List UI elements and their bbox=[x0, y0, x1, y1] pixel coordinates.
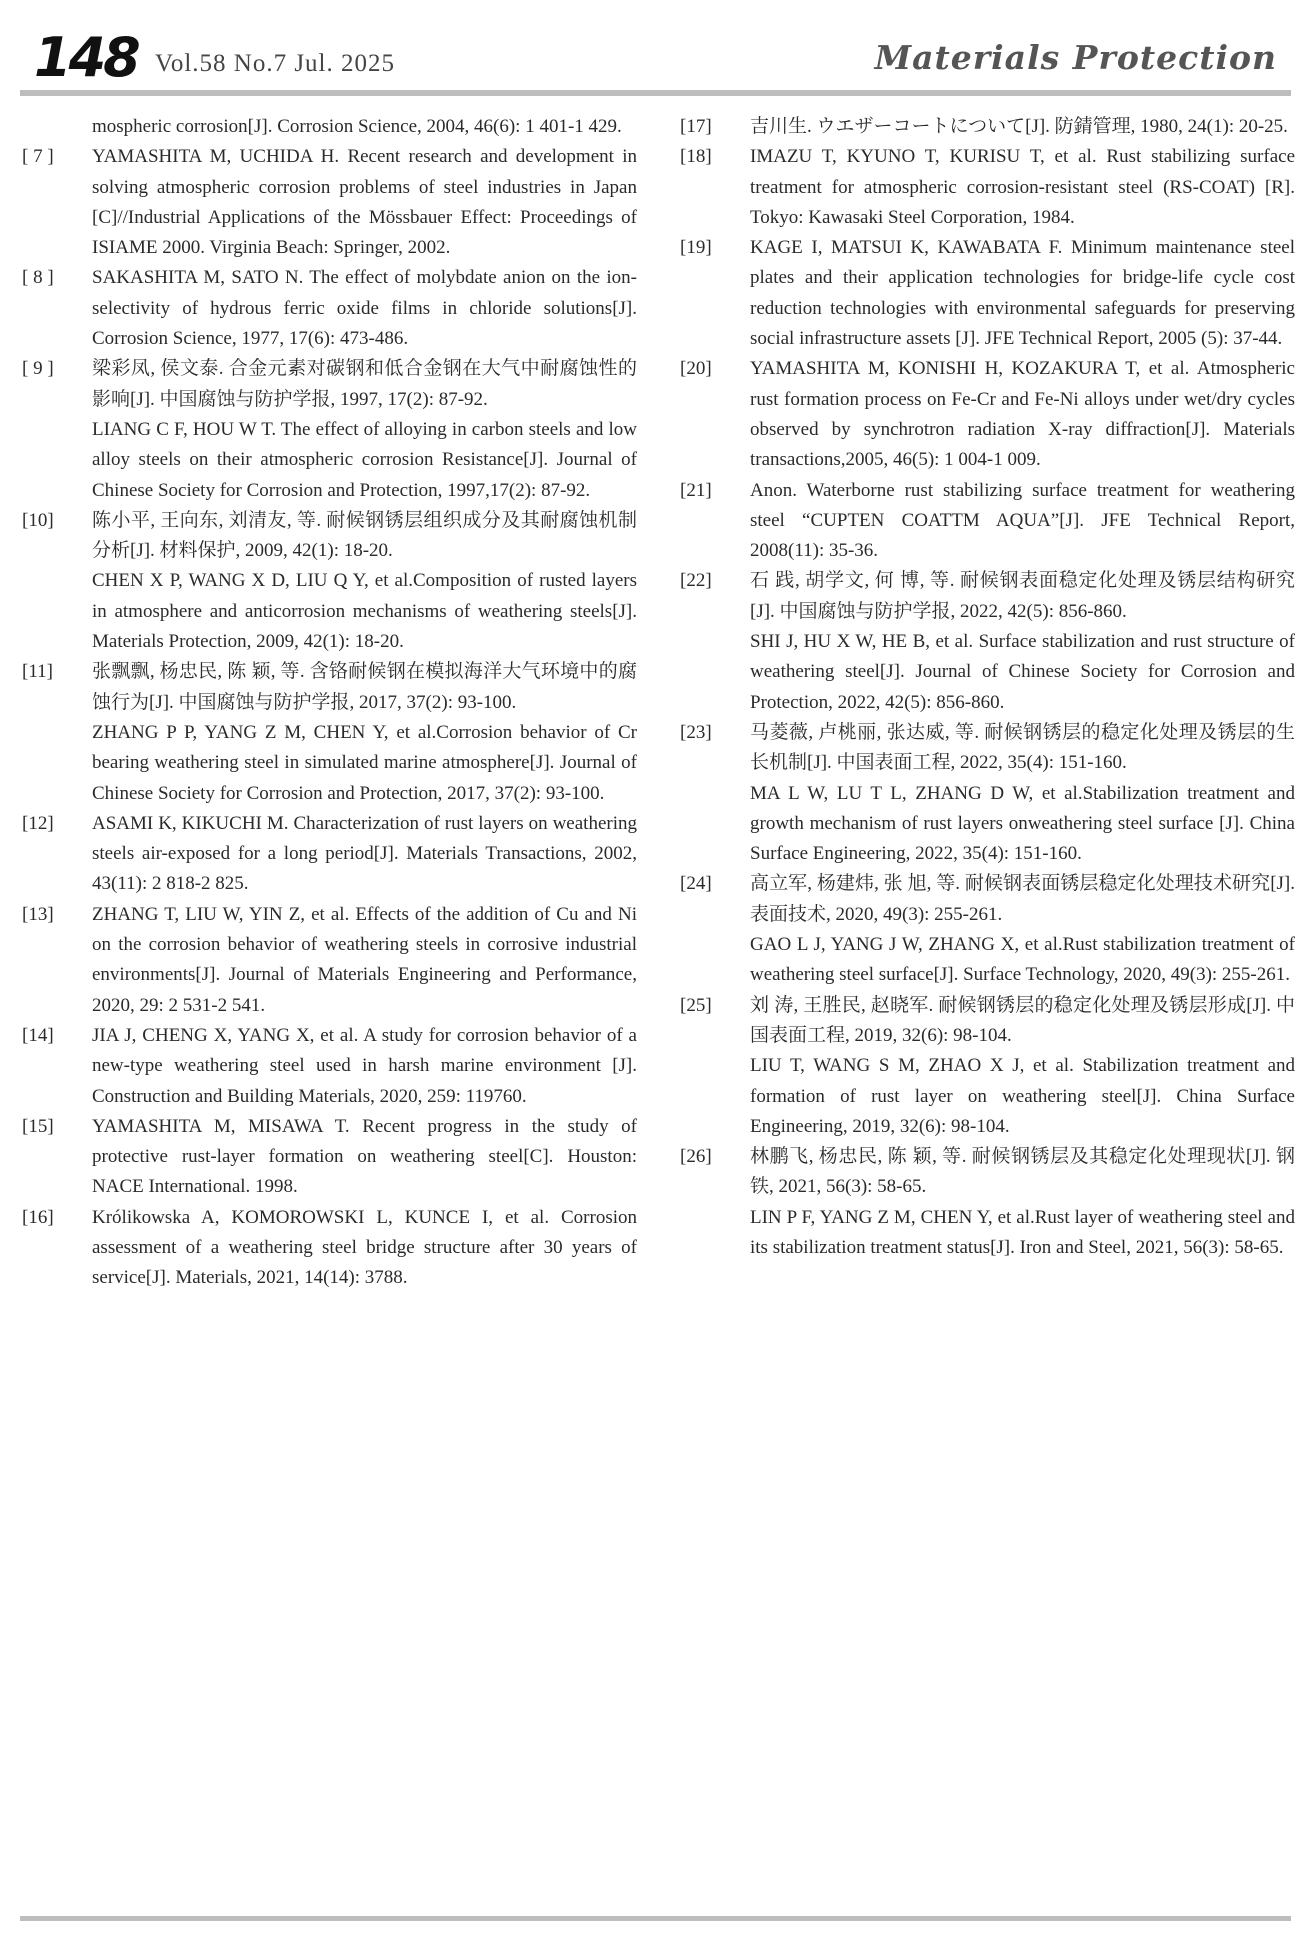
reference-english-translation: ZHANG P P, YANG Z M, CHEN Y, et al.Corrosion behavior of Cr bearing weathering steel in simulated marine atmosphere[J]. Journal of Chinese Society for Corrosion and Protection, 2017, 37(2): 93-100. bbox=[92, 721, 637, 804]
reference-text: 刘 涛, 王胜民, 赵晓军. 耐候钢锈层的稳定化处理及锈层形成[J]. 中国表面工程, 2019, 32(6): 98-104. bbox=[750, 994, 1295, 1046]
footer-rule bbox=[20, 1916, 1291, 1921]
reference-number: [25] bbox=[680, 994, 712, 1016]
reference-item bbox=[680, 1142, 1295, 1263]
reference-text: IMAZU T, KYUNO T, KURISU T, et al. Rust stabilizing surface treatment for atmospheric corrosion-resistant steel (RS-COAT) [R]. Tokyo: Kawasaki Steel Corporation, 1984. bbox=[750, 146, 1295, 228]
reference-number: [ 7 ] bbox=[22, 146, 54, 168]
reference-number: [10] bbox=[22, 509, 54, 531]
left-reference-list bbox=[22, 142, 637, 1293]
reference-number: [24] bbox=[680, 873, 712, 895]
reference-text: JIA J, CHENG X, YANG X, et al. A study for corrosion behavior of a new-type weathering steel used in harsh marine environment [J]. Construction and Building Materials, 2020, 259: 119760. bbox=[92, 1024, 637, 1107]
reference-item bbox=[22, 354, 637, 505]
reference-text: YAMASHITA M, MISAWA T. Recent progress in the study of protective rust-layer formation on weathering steel[C]. Houston: NACE International. 1998. bbox=[92, 1115, 637, 1198]
page-header bbox=[20, 20, 1291, 96]
reference-number: [21] bbox=[680, 479, 712, 501]
reference-text: 张飘飘, 杨忠民, 陈 颖, 等. 含铬耐候钢在模拟海洋大气环境中的腐蚀行为[J]. 中国腐蚀与防护学报, 2017, 37(2): 93-100. bbox=[92, 661, 637, 713]
reference-number: [18] bbox=[680, 146, 712, 168]
reference-item bbox=[680, 991, 1295, 1142]
reference-text: ZHANG T, LIU W, YIN Z, et al. Effects of the addition of Cu and Ni on the corrosion behavior of weathering steels in corrosive industrial environments[J]. Journal of Materials Engineering and Performance, 2020, 29: 2 531-2 541. bbox=[92, 903, 637, 1016]
reference-number: [20] bbox=[680, 358, 712, 380]
reference-item bbox=[680, 354, 1295, 475]
reference-number: [15] bbox=[22, 1115, 54, 1137]
reference-text: ASAMI K, KIKUCHI M. Characterization of rust layers on weathering steels air-exposed for a long period[J]. Materials Transactions, 2002, 43(11): 2 818-2 825. bbox=[92, 812, 637, 895]
reference-item bbox=[22, 263, 637, 354]
reference-text: KAGE I, MATSUI K, KAWABATA F. Minimum maintenance steel plates and their application technologies for bridge-life cycle cost reduction technologies with environmental safeguards for preserving social infrastructure assets [J]. JFE Technical Report, 2005 (5): 37-44. bbox=[750, 237, 1295, 350]
reference-item bbox=[680, 112, 1295, 142]
journal-title: Materials Protection bbox=[874, 38, 1277, 77]
reference-number: [26] bbox=[680, 1146, 712, 1168]
reference-text: Królikowska A, KOMOROWSKI L, KUNCE I, et al. Corrosion assessment of a weathering steel bridge structure after 30 years of service[J]. Materials, 2021, 14(14): 3788. bbox=[92, 1206, 637, 1289]
reference-item bbox=[22, 657, 637, 808]
reference-item bbox=[680, 566, 1295, 717]
reference-number: [14] bbox=[22, 1024, 54, 1046]
reference-english-translation: GAO L J, YANG J W, ZHANG X, et al.Rust stabilization treatment of weathering steel surface[J]. Surface Technology, 2020, 49(3): 255-261. bbox=[750, 934, 1295, 986]
issue-info: Vol.58 No.7 Jul. 2025 bbox=[155, 50, 396, 77]
reference-text: 林鹏飞, 杨忠民, 陈 颖, 等. 耐候钢锈层及其稳定化处理现状[J]. 钢铁, 2021, 56(3): 58-65. bbox=[750, 1146, 1295, 1198]
reference-number: [ 8 ] bbox=[22, 267, 54, 289]
reference-number: [11] bbox=[22, 661, 53, 683]
reference-text: mospheric corrosion[J]. Corrosion Science, 2004, 46(6): 1 401-1 429. bbox=[92, 116, 622, 137]
reference-item bbox=[22, 1021, 637, 1112]
reference-item bbox=[22, 506, 637, 657]
reference-english-translation: CHEN X P, WANG X D, LIU Q Y, et al.Composition of rusted layers in atmosphere and anticorrosion mechanisms of weathering steels[J]. Materials Protection, 2009, 42(1): 18-20. bbox=[92, 570, 637, 653]
reference-number: [ 9 ] bbox=[22, 358, 54, 380]
reference-english-translation: SHI J, HU X W, HE B, et al. Surface stabilization and rust structure of weathering steel[J]. Journal of Chinese Society for Corrosion and Protection, 2022, 42(5): 856-860. bbox=[750, 631, 1295, 713]
reference-item bbox=[680, 869, 1295, 990]
reference-number: [23] bbox=[680, 721, 712, 743]
reference-item bbox=[22, 1112, 637, 1203]
reference-english-translation: LIN P F, YANG Z M, CHEN Y, et al.Rust layer of weathering steel and its stabilization treatment status[J]. Iron and Steel, 2021, 56(3): 58-65. bbox=[750, 1206, 1295, 1258]
left-column bbox=[22, 112, 637, 1294]
reference-item bbox=[680, 233, 1295, 354]
reference-number: [16] bbox=[22, 1206, 54, 1228]
reference-continuation bbox=[22, 112, 637, 142]
reference-text: 陈小平, 王向东, 刘清友, 等. 耐候钢锈层组织成分及其耐腐蚀机制分析[J]. 材料保护, 2009, 42(1): 18-20. bbox=[92, 509, 637, 562]
reference-english-translation: MA L W, LU T L, ZHANG D W, et al.Stabilization treatment and growth mechanism of rust layers onweathering steel surface [J]. China Surface Engineering, 2022, 35(4): 151-160. bbox=[750, 782, 1295, 865]
reference-number: [13] bbox=[22, 903, 54, 925]
reference-item bbox=[22, 1203, 637, 1294]
reference-item bbox=[680, 476, 1295, 567]
reference-text: 石 践, 胡学文, 何 博, 等. 耐候钢表面稳定化处理及锈层结构研究[J]. 中国腐蚀与防护学报, 2022, 42(5): 856-860. bbox=[750, 570, 1295, 622]
reference-item bbox=[22, 900, 637, 1021]
reference-number: [12] bbox=[22, 812, 54, 834]
reference-english-translation: LIANG C F, HOU W T. The effect of alloying in carbon steels and low alloy steels on their atmospheric corrosion Resistance[J]. Journal of Chinese Society for Corrosion and Protection, 1997,17(2): 87-92. bbox=[92, 418, 637, 501]
reference-text: Anon. Waterborne rust stabilizing surface treatment for weathering steel “CUPTEN COATTM AQUA”[J]. JFE Technical Report, 2008(11): 35-36. bbox=[750, 479, 1295, 562]
reference-item bbox=[22, 809, 637, 900]
reference-text: SAKASHITA M, SATO N. The effect of molybdate anion on the ion-selectivity of hydrous ferric oxide films in chloride solutions[J]. Corrosion Science, 1977, 17(6): 473-486. bbox=[92, 267, 637, 350]
reference-item bbox=[680, 718, 1295, 869]
reference-text: 吉川生. ウエザーコートについて[J]. 防錆管理, 1980, 24(1): 20-25. bbox=[750, 116, 1288, 137]
reference-item bbox=[22, 142, 637, 263]
reference-text: YAMASHITA M, KONISHI H, KOZAKURA T, et al. Atmospheric rust formation process on Fe-Cr and Fe-Ni alloys under wet/dry cycles observed by synchrotron radiation X-ray diffraction[J]. Materials transactions,2005, 46(5): 1 004-1 009. bbox=[750, 358, 1295, 471]
reference-text: 马菱薇, 卢桃丽, 张达威, 等. 耐候钢锈层的稳定化处理及锈层的生长机制[J]. 中国表面工程, 2022, 35(4): 151-160. bbox=[750, 721, 1295, 774]
reference-text: 梁彩凤, 侯文泰. 合金元素对碳钢和低合金钢在大气中耐腐蚀性的影响[J]. 中国腐蚀与防护学报, 1997, 17(2): 87-92. bbox=[92, 358, 637, 410]
reference-number: [19] bbox=[680, 237, 712, 259]
reference-item bbox=[680, 142, 1295, 233]
right-reference-list bbox=[680, 112, 1295, 1263]
reference-text: 高立军, 杨建炜, 张 旭, 等. 耐候钢表面锈层稳定化处理技术研究[J]. 表面技术, 2020, 49(3): 255-261. bbox=[750, 873, 1295, 925]
reference-number: [22] bbox=[680, 570, 712, 592]
right-column bbox=[680, 112, 1295, 1263]
reference-number: [17] bbox=[680, 116, 712, 137]
reference-english-translation: LIU T, WANG S M, ZHAO X J, et al. Stabilization treatment and formation of rust layer on weathering steel[J]. China Surface Engineering, 2019, 32(6): 98-104. bbox=[750, 1055, 1295, 1137]
reference-text: YAMASHITA M, UCHIDA H. Recent research and development in solving atmospheric corrosion problems of steel industries in Japan [C]//Industrial Applications of the Mössbauer Effect: Proceedings of ISIAME 2000. Virginia Beach: Springer, 2002. bbox=[92, 146, 637, 259]
page-number: 148 bbox=[34, 26, 138, 89]
